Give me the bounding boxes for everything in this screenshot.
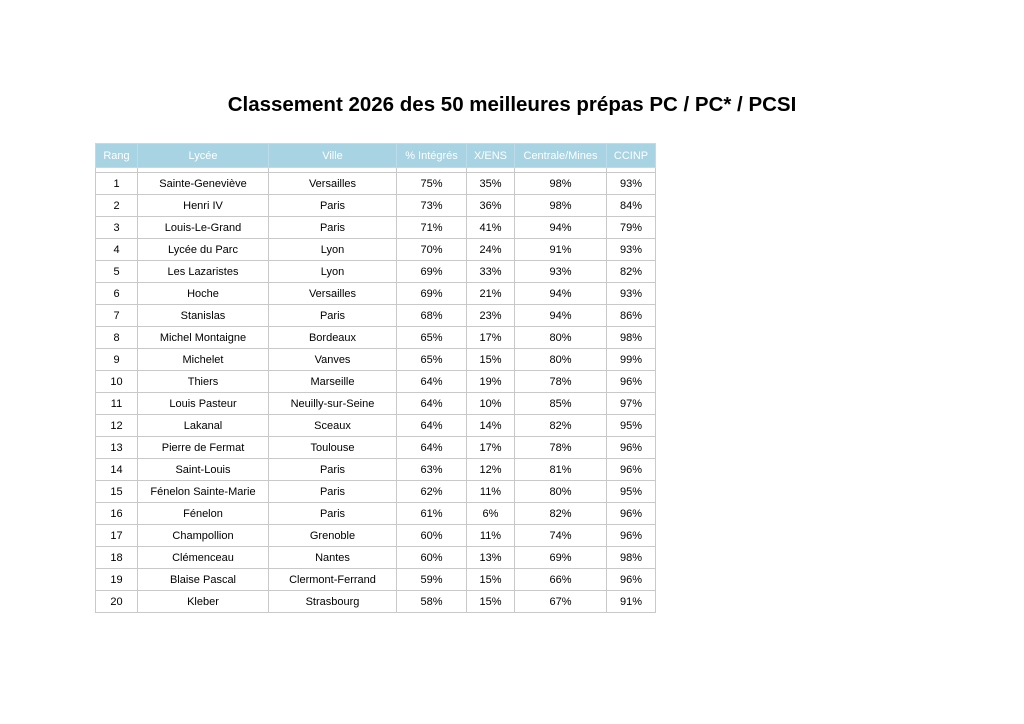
cell-x-ens: 35%: [467, 173, 515, 195]
cell-lycee: Thiers: [138, 371, 269, 393]
column-header-x-ens: X/ENS: [467, 144, 515, 168]
cell-integres: 63%: [397, 459, 467, 481]
table-row: [96, 569, 656, 591]
table-row: [96, 591, 656, 613]
cell-ccinp: 99%: [607, 349, 656, 371]
cell-centrale-mines: 82%: [515, 503, 607, 525]
column-header-centrale-mines: Centrale/Mines: [515, 144, 607, 168]
cell-centrale-mines: 67%: [515, 591, 607, 613]
cell-ccinp: 97%: [607, 393, 656, 415]
cell-rang: 2: [96, 195, 138, 217]
cell-ccinp: 96%: [607, 525, 656, 547]
cell-integres: 61%: [397, 503, 467, 525]
cell-lycee: Pierre de Fermat: [138, 437, 269, 459]
cell-integres: 71%: [397, 217, 467, 239]
cell-centrale-mines: 98%: [515, 173, 607, 195]
cell-ccinp: 93%: [607, 283, 656, 305]
table-row: [96, 195, 656, 217]
cell-ville: Paris: [269, 217, 397, 239]
cell-rang: 12: [96, 415, 138, 437]
cell-lycee: Sainte-Geneviève: [138, 173, 269, 195]
cell-rang: 5: [96, 261, 138, 283]
table-row: [96, 217, 656, 239]
cell-lycee: Henri IV: [138, 195, 269, 217]
table-row: [96, 481, 656, 503]
cell-rang: 11: [96, 393, 138, 415]
cell-ccinp: 96%: [607, 371, 656, 393]
cell-lycee: Les Lazaristes: [138, 261, 269, 283]
cell-integres: 59%: [397, 569, 467, 591]
table-row: [96, 261, 656, 283]
cell-x-ens: 23%: [467, 305, 515, 327]
table-row: [96, 239, 656, 261]
cell-ccinp: 93%: [607, 173, 656, 195]
cell-ccinp: 96%: [607, 503, 656, 525]
cell-ccinp: 98%: [607, 327, 656, 349]
cell-ville: Clermont-Ferrand: [269, 569, 397, 591]
cell-rang: 17: [96, 525, 138, 547]
page-title: Classement 2026 des 50 meilleures prépas PC / PC* / PCSI: [227, 93, 797, 116]
cell-ccinp: 84%: [607, 195, 656, 217]
cell-x-ens: 24%: [467, 239, 515, 261]
cell-x-ens: 19%: [467, 371, 515, 393]
cell-rang: 6: [96, 283, 138, 305]
cell-lycee: Fénelon Sainte-Marie: [138, 481, 269, 503]
column-header-ville: Ville: [269, 144, 397, 168]
cell-centrale-mines: 94%: [515, 283, 607, 305]
cell-lycee: Lakanal: [138, 415, 269, 437]
cell-lycee: Kleber: [138, 591, 269, 613]
cell-rang: 14: [96, 459, 138, 481]
cell-x-ens: 11%: [467, 525, 515, 547]
cell-integres: 65%: [397, 327, 467, 349]
table-row: [96, 525, 656, 547]
cell-lycee: Blaise Pascal: [138, 569, 269, 591]
cell-centrale-mines: 93%: [515, 261, 607, 283]
cell-lycee: Champollion: [138, 525, 269, 547]
column-header-ccinp: CCINP: [607, 144, 656, 168]
cell-integres: 60%: [397, 525, 467, 547]
cell-centrale-mines: 78%: [515, 371, 607, 393]
cell-ccinp: 93%: [607, 239, 656, 261]
cell-rang: 13: [96, 437, 138, 459]
table-row: [96, 327, 656, 349]
cell-ville: Sceaux: [269, 415, 397, 437]
cell-ville: Bordeaux: [269, 327, 397, 349]
cell-rang: 8: [96, 327, 138, 349]
cell-ccinp: 79%: [607, 217, 656, 239]
cell-lycee: Michelet: [138, 349, 269, 371]
cell-ville: Paris: [269, 305, 397, 327]
cell-rang: 3: [96, 217, 138, 239]
cell-ccinp: 96%: [607, 459, 656, 481]
cell-centrale-mines: 98%: [515, 195, 607, 217]
cell-rang: 7: [96, 305, 138, 327]
cell-rang: 1: [96, 173, 138, 195]
cell-ccinp: 96%: [607, 569, 656, 591]
table-header-row: [96, 144, 656, 168]
cell-rang: 9: [96, 349, 138, 371]
table-row: [96, 371, 656, 393]
cell-centrale-mines: 78%: [515, 437, 607, 459]
cell-x-ens: 10%: [467, 393, 515, 415]
cell-x-ens: 21%: [467, 283, 515, 305]
cell-lycee: Louis-Le-Grand: [138, 217, 269, 239]
cell-x-ens: 33%: [467, 261, 515, 283]
cell-ville: Nantes: [269, 547, 397, 569]
cell-lycee: Hoche: [138, 283, 269, 305]
cell-integres: 70%: [397, 239, 467, 261]
cell-integres: 69%: [397, 283, 467, 305]
cell-integres: 58%: [397, 591, 467, 613]
table-row: [96, 283, 656, 305]
cell-integres: 60%: [397, 547, 467, 569]
cell-x-ens: 14%: [467, 415, 515, 437]
cell-rang: 19: [96, 569, 138, 591]
table-row: [96, 503, 656, 525]
cell-ville: Paris: [269, 459, 397, 481]
cell-ville: Lyon: [269, 261, 397, 283]
cell-x-ens: 12%: [467, 459, 515, 481]
cell-ville: Strasbourg: [269, 591, 397, 613]
cell-lycee: Michel Montaigne: [138, 327, 269, 349]
cell-x-ens: 41%: [467, 217, 515, 239]
cell-lycee: Stanislas: [138, 305, 269, 327]
cell-integres: 64%: [397, 415, 467, 437]
cell-rang: 20: [96, 591, 138, 613]
cell-ccinp: 82%: [607, 261, 656, 283]
cell-centrale-mines: 85%: [515, 393, 607, 415]
cell-centrale-mines: 81%: [515, 459, 607, 481]
column-header-lycee: Lycée: [138, 144, 269, 168]
cell-centrale-mines: 80%: [515, 349, 607, 371]
cell-x-ens: 17%: [467, 327, 515, 349]
cell-ccinp: 96%: [607, 437, 656, 459]
cell-centrale-mines: 94%: [515, 305, 607, 327]
cell-centrale-mines: 66%: [515, 569, 607, 591]
cell-rang: 10: [96, 371, 138, 393]
cell-centrale-mines: 69%: [515, 547, 607, 569]
table-row: [96, 349, 656, 371]
cell-rang: 16: [96, 503, 138, 525]
cell-centrale-mines: 74%: [515, 525, 607, 547]
cell-integres: 75%: [397, 173, 467, 195]
table-row: [96, 547, 656, 569]
column-header-integres: % Intégrés: [397, 144, 467, 168]
cell-ville: Toulouse: [269, 437, 397, 459]
cell-integres: 64%: [397, 393, 467, 415]
cell-ville: Versailles: [269, 283, 397, 305]
cell-x-ens: 11%: [467, 481, 515, 503]
cell-x-ens: 17%: [467, 437, 515, 459]
cell-ccinp: 91%: [607, 591, 656, 613]
cell-ville: Paris: [269, 195, 397, 217]
cell-lycee: Fénelon: [138, 503, 269, 525]
cell-rang: 18: [96, 547, 138, 569]
cell-ville: Marseille: [269, 371, 397, 393]
cell-integres: 65%: [397, 349, 467, 371]
cell-ville: Vanves: [269, 349, 397, 371]
column-header-rang: Rang: [96, 144, 138, 168]
table-body: [96, 168, 656, 613]
cell-centrale-mines: 94%: [515, 217, 607, 239]
cell-ville: Versailles: [269, 173, 397, 195]
cell-ccinp: 95%: [607, 481, 656, 503]
cell-lycee: Louis Pasteur: [138, 393, 269, 415]
cell-integres: 62%: [397, 481, 467, 503]
cell-lycee: Saint-Louis: [138, 459, 269, 481]
cell-rang: 4: [96, 239, 138, 261]
cell-integres: 68%: [397, 305, 467, 327]
cell-integres: 64%: [397, 437, 467, 459]
table-row: [96, 393, 656, 415]
cell-ccinp: 98%: [607, 547, 656, 569]
cell-x-ens: 15%: [467, 349, 515, 371]
cell-x-ens: 15%: [467, 569, 515, 591]
cell-x-ens: 13%: [467, 547, 515, 569]
cell-lycee: Clémenceau: [138, 547, 269, 569]
table-row: [96, 415, 656, 437]
cell-ville: Paris: [269, 481, 397, 503]
cell-integres: 73%: [397, 195, 467, 217]
cell-centrale-mines: 82%: [515, 415, 607, 437]
cell-ville: Grenoble: [269, 525, 397, 547]
table-row: [96, 173, 656, 195]
cell-x-ens: 15%: [467, 591, 515, 613]
cell-lycee: Lycée du Parc: [138, 239, 269, 261]
cell-rang: 15: [96, 481, 138, 503]
table-row: [96, 459, 656, 481]
cell-ville: Neuilly-sur-Seine: [269, 393, 397, 415]
table-row: [96, 305, 656, 327]
cell-x-ens: 6%: [467, 503, 515, 525]
cell-centrale-mines: 80%: [515, 327, 607, 349]
cell-ville: Lyon: [269, 239, 397, 261]
cell-ccinp: 86%: [607, 305, 656, 327]
cell-centrale-mines: 80%: [515, 481, 607, 503]
cell-centrale-mines: 91%: [515, 239, 607, 261]
cell-integres: 64%: [397, 371, 467, 393]
ranking-table: [95, 143, 656, 613]
cell-ccinp: 95%: [607, 415, 656, 437]
cell-x-ens: 36%: [467, 195, 515, 217]
cell-integres: 69%: [397, 261, 467, 283]
table-row: [96, 437, 656, 459]
cell-ville: Paris: [269, 503, 397, 525]
